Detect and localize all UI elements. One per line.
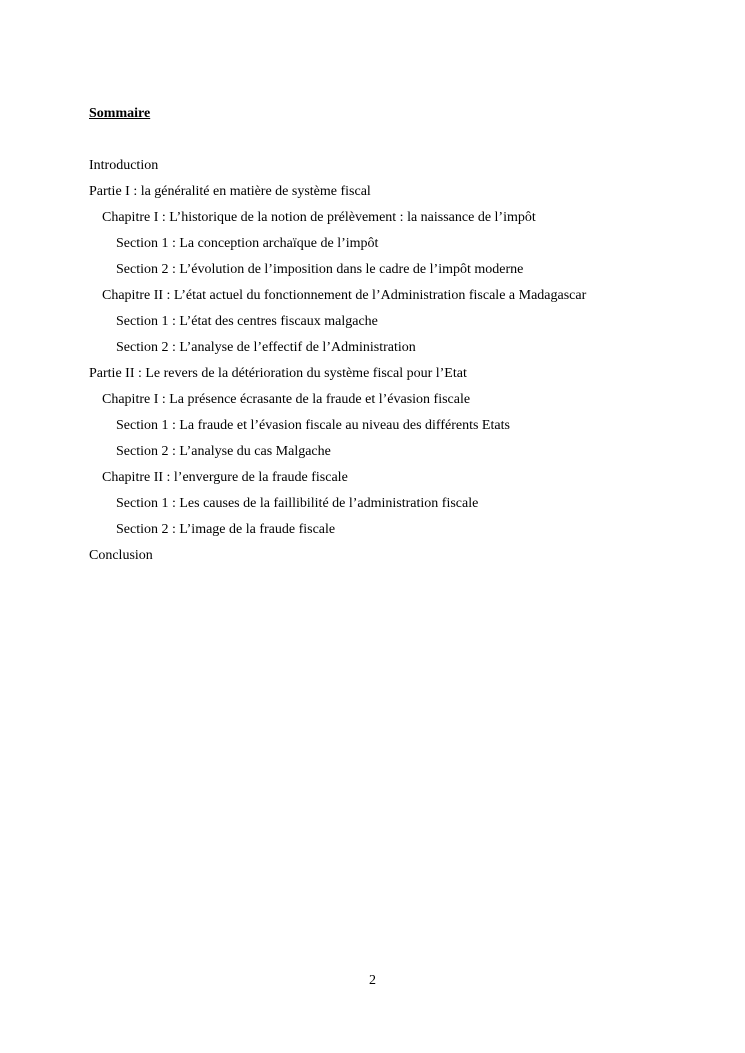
- toc-entry: Introduction: [89, 158, 159, 173]
- toc-entry: Section 1 : Les causes de la faillibilité de l’administration fiscale: [116, 496, 479, 511]
- toc-entry: Chapitre I : L’historique de la notion de prélèvement : la naissance de l’impôt: [102, 210, 536, 225]
- toc-entry: Section 1 : La conception archaïque de l’impôt: [116, 236, 379, 251]
- table-of-contents: [89, 156, 709, 572]
- toc-entry: Partie II : Le revers de la détérioration du système fiscal pour l’Etat: [89, 366, 467, 381]
- page-title: Sommaire: [89, 106, 151, 121]
- toc-entry: Conclusion: [89, 548, 153, 563]
- toc-entry: Section 2 : L’analyse du cas Malgache: [116, 444, 331, 459]
- toc-entry: Chapitre I : La présence écrasante de la fraude et l’évasion fiscale: [102, 392, 471, 407]
- toc-entry: Section 2 : L’analyse de l’effectif de l’Administration: [116, 340, 416, 355]
- toc-entry: Partie I : la généralité en matière de système fiscal: [89, 184, 371, 199]
- toc-entry: Chapitre II : L’état actuel du fonctionnement de l’Administration fiscale a Madagascar: [102, 288, 587, 303]
- toc-entry: Section 1 : L’état des centres fiscaux malgache: [116, 314, 378, 329]
- toc-entry: Section 2 : L’évolution de l’imposition dans le cadre de l’impôt moderne: [116, 262, 524, 277]
- toc-entry: Section 1 : La fraude et l’évasion fiscale au niveau des différents Etats: [116, 418, 510, 433]
- toc-entry: Section 2 : L’image de la fraude fiscale: [116, 522, 336, 537]
- page-number: 2: [369, 973, 376, 988]
- toc-entry: Chapitre II : l’envergure de la fraude fiscale: [102, 470, 348, 485]
